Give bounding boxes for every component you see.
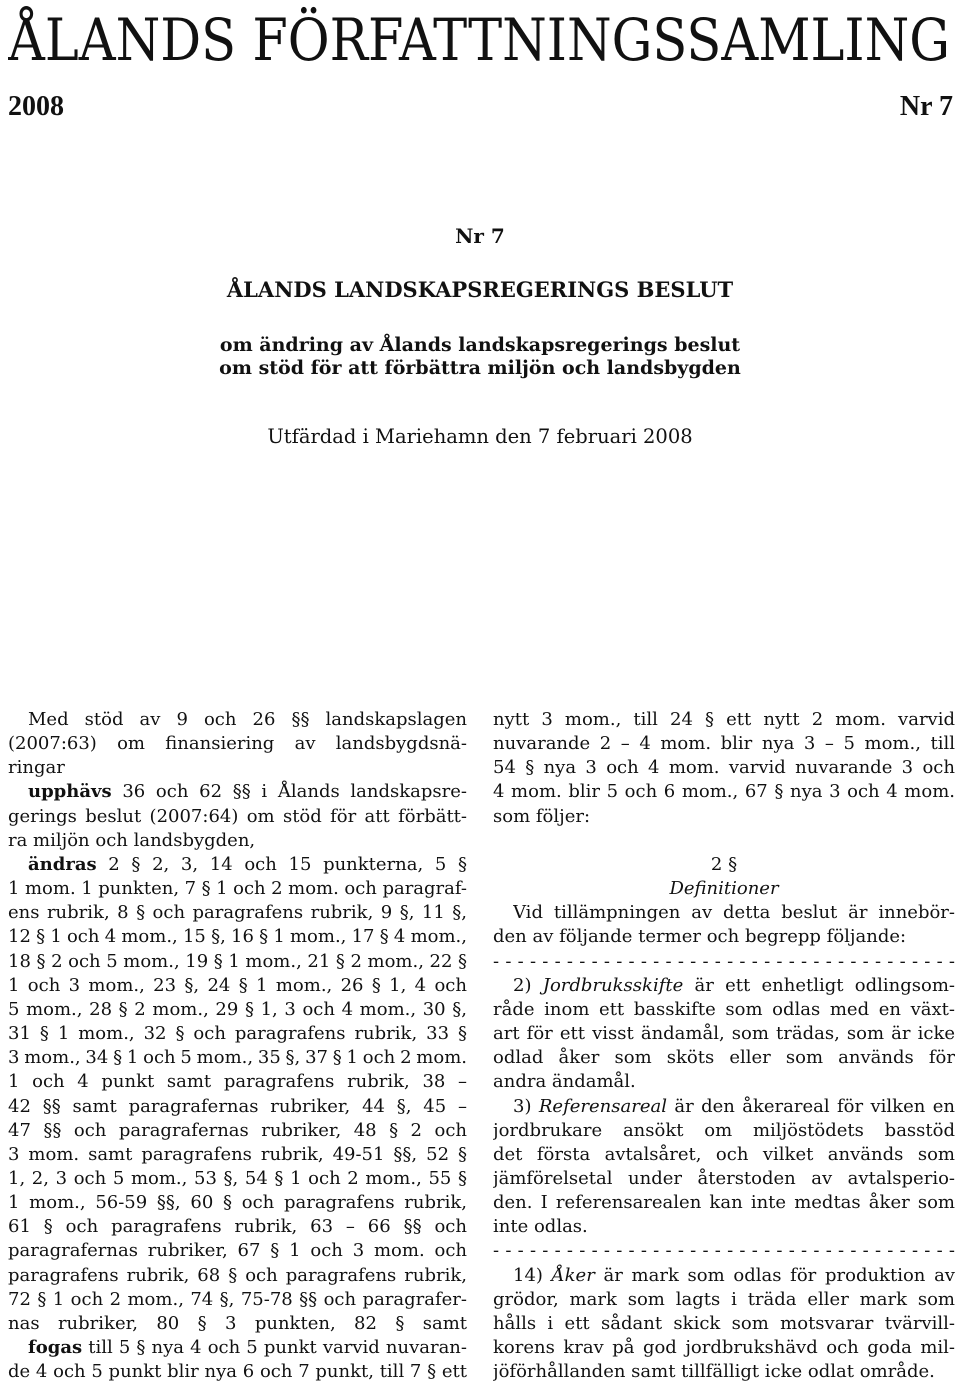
body-line: 61 § och paragrafens rubrik, 63 – 66 §§ och — [8, 1216, 467, 1238]
body-line: nas rubriker, 80 § 3 punkten, 82 § samt — [8, 1312, 467, 1334]
issue-bar — [8, 90, 953, 124]
body-line: 1 och 4 punkt samt paragrafens rubrik, 38 – — [8, 1071, 467, 1093]
body-line: 47 §§ och paragrafernas rubriker, 48 § 2 och — [8, 1119, 467, 1141]
body-line: 3 mom., 34 § 1 och 5 mom., 35 §, 37 § 1 och 2 mom. — [8, 1047, 467, 1069]
body-line: 5 mom., 28 § 2 mom., 29 § 1, 3 och 4 mom., 30 §, — [8, 998, 467, 1020]
body-line: den av följande termer och begrepp följande: — [493, 926, 907, 948]
body-line: de 4 och 5 punkt blir nya 6 och 7 punkt, till 7 § ett — [8, 1361, 467, 1383]
body-line: 31 § 1 mom., 32 § och paragrafens rubrik, 33 § — [8, 1023, 467, 1045]
decision-subject-line: om ändring av Ålands landskapsregerings beslut — [219, 334, 741, 356]
body-line: 1 mom., 56-59 §§, 60 § och paragrafens rubrik, — [8, 1192, 467, 1214]
omission-separator: - - - - - - - - - - - - - - - - - - - - - - - - - - - - - - - - - - - - - - — [493, 950, 955, 972]
section-number: 2 § — [710, 853, 738, 875]
body-line: den. I referensarealen kan inte medtas åker som — [493, 1192, 955, 1214]
body-line: andra ändamål. — [493, 1071, 636, 1093]
body-line: Med stöd av 9 och 26 §§ landskapslagen — [28, 709, 467, 730]
definition-number: 2) — [513, 974, 532, 996]
section-heading: Definitioner — [669, 878, 779, 900]
body-line: paragrafernas rubriker, 67 § 1 och 3 mom. och — [8, 1240, 467, 1262]
body-line: jordbrukare ansökt om miljöstödets basstöd — [493, 1119, 955, 1141]
definition-item: 14) Åker är mark som odlas för produktion av — [513, 1264, 955, 1286]
body-line: ens rubrik, 8 § och paragrafens rubrik, 9 §, 11 §, — [8, 902, 467, 924]
body-line: ra miljön och landsbygden, — [8, 829, 256, 851]
repeal-clause-line: upphävs 36 och 62 §§ i Ålands landskapsre- — [28, 781, 467, 803]
body-line: 54 § nya 3 och 4 mom. varvid nuvarande 3 och — [493, 757, 955, 779]
body-line: nytt 3 mom., till 24 § ett nytt 2 mom. varvid — [493, 709, 955, 730]
amend-clause-line: ändras 2 § 2, 3, 14 och 15 punkterna, 5 § — [28, 853, 467, 875]
issue-number: Nr 7 — [899, 91, 953, 122]
body-line: grödor, mark som lagts i träda eller mark som — [493, 1288, 955, 1310]
body-line: Vid tillämpningen av detta beslut är innebör- — [513, 902, 955, 924]
definition-item: 3) Referensareal är den åkerareal för vilken en — [513, 1095, 955, 1117]
body-line: 12 § 1 och 4 mom., 15 §, 16 § 1 mom., 17 § 4 mom., — [8, 926, 467, 948]
body-line: råde inom ett basskifte som odlas med en växt- — [493, 998, 955, 1020]
body-line: nuvarande 2 – 4 mom. blir nya 3 – 5 mom., till — [493, 733, 955, 755]
body-line: (2007:63) om finansiering av landsbygdsnä- — [8, 733, 467, 755]
issue-year: 2008 — [8, 91, 64, 122]
issue-date-line: Utfärdad i Mariehamn den 7 februari 2008 — [267, 425, 693, 448]
body-line: som följer: — [493, 805, 591, 827]
body-line: 3 mom. samt paragrafens rubrik, 49-51 §§, 52 § — [8, 1143, 467, 1165]
body-line: ringar — [8, 757, 65, 779]
decision-number: Nr 7 — [455, 224, 505, 248]
right-column — [493, 708, 955, 1384]
keyword-fogas: fogas — [28, 1337, 83, 1359]
body-line: korens krav på god jordbrukshävd och goda mil- — [493, 1337, 955, 1359]
body-line: inte odlas. — [493, 1216, 588, 1238]
definition-term: Referensareal — [538, 1095, 667, 1117]
body-line: jämförelsetal under återstoden av avtalsperio- — [493, 1167, 955, 1189]
body-line: 18 § 2 och 5 mom., 19 § 1 mom., 21 § 2 mom., 22 § — [8, 950, 467, 972]
body-line: art för ett visst ändamål, som trädas, som är icke — [493, 1023, 955, 1045]
body-line: 42 §§ samt paragrafernas rubriker, 44 §, 45 – — [8, 1095, 467, 1117]
blank-line — [493, 829, 955, 853]
definition-item: 2) Jordbruksskifte är ett enhetligt odlingsom- — [513, 974, 955, 996]
body-line: jöförhållanden samt tillfälligt icke odlat område. — [493, 1361, 935, 1383]
decision-issuer: ÅLANDS LANDSKAPSREGERINGS BESLUT — [226, 277, 734, 302]
body-line: 1 och 3 mom., 23 §, 24 § 1 mom., 26 § 1, 4 och — [8, 974, 467, 996]
body-line: gerings beslut (2007:64) om stöd för att förbätt- — [8, 805, 467, 827]
keyword-upphavs: upphävs — [28, 781, 112, 803]
body-line: paragrafens rubrik, 68 § och paragrafens rubrik, — [8, 1264, 467, 1286]
definition-number: 14) — [513, 1264, 543, 1286]
definition-term: Åker — [551, 1264, 595, 1286]
body-line: 72 § 1 och 2 mom., 74 §, 75-78 §§ och paragrafer- — [8, 1288, 467, 1310]
body-line: 1 mom. 1 punkten, 7 § 1 och 2 mom. och paragraf- — [8, 878, 467, 900]
omission-separator: - - - - - - - - - - - - - - - - - - - - - - - - - - - - - - - - - - - - - - — [493, 1240, 955, 1262]
keyword-andras: ändras — [28, 853, 97, 875]
add-clause-line: fogas till 5 § nya 4 och 5 punkt varvid nuvaran- — [28, 1337, 467, 1359]
body-line: 1, 2, 3 och 5 mom., 53 §, 54 § 1 och 2 mom., 55 § — [8, 1167, 467, 1189]
decision-subject-line: om stöd för att förbättra miljön och landsbygden — [219, 357, 741, 379]
body-line: det första avtalsåret, och vilket används som — [493, 1143, 955, 1165]
definition-number: 3) — [513, 1095, 532, 1117]
body-line: hålls i ett sådant skick som motsvarar tvärvill- — [493, 1312, 955, 1334]
body-line: 4 mom. blir 5 och 6 mom., 67 § nya 3 och 4 mom. — [493, 781, 955, 803]
body-line: odlad åker som sköts eller som används för — [493, 1047, 955, 1069]
definition-term: Jordbruksskifte — [542, 974, 684, 996]
publication-title: ÅLANDS FÖRFATTNINGSSAMLING — [8, 6, 950, 74]
left-column — [8, 708, 467, 1384]
